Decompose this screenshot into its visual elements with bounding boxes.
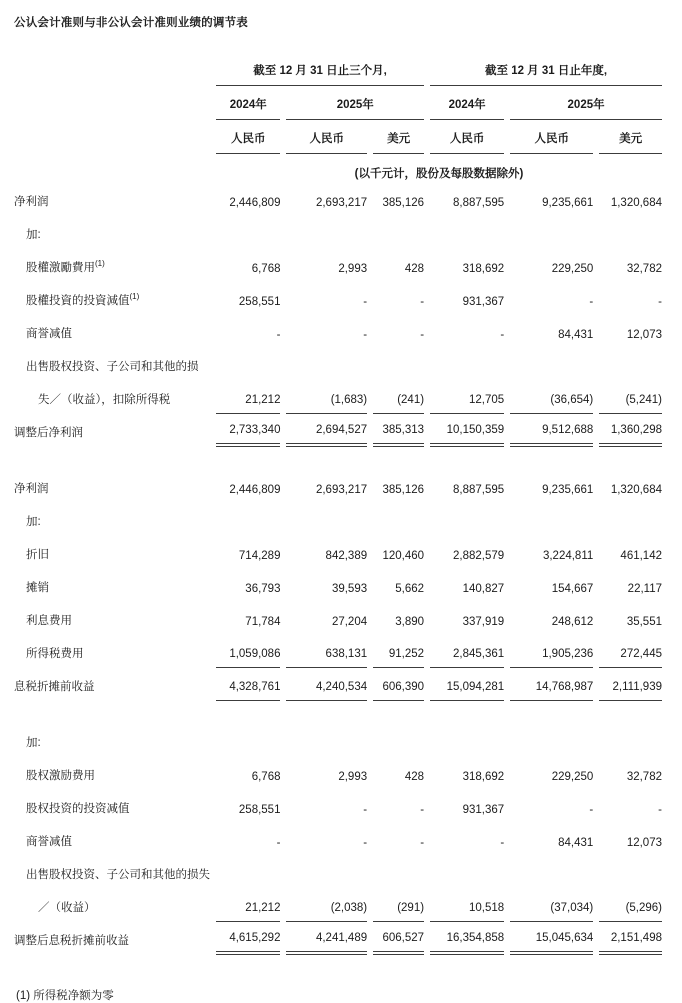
page-title: 公认会计准则与非公认会计准则业绩的调节表 bbox=[14, 17, 248, 29]
table-row bbox=[14, 668, 662, 701]
cell-value: 2,446,809 bbox=[229, 484, 281, 496]
cell-value: - bbox=[276, 837, 281, 849]
cell-value: 84,431 bbox=[558, 837, 594, 849]
table-row bbox=[14, 470, 662, 503]
header-year-2024-y: 2024年 bbox=[430, 86, 504, 120]
cell-value: 14,768,987 bbox=[510, 668, 593, 701]
cell-value: 2,882,579 bbox=[453, 550, 505, 562]
cell-value: 4,615,292 bbox=[216, 922, 280, 955]
row-label: 股权投资的投资减值 bbox=[26, 803, 130, 815]
row-label: 净利润 bbox=[14, 196, 49, 208]
cell-value: 10,518 bbox=[430, 889, 504, 922]
header-year-2024-q: 2024年 bbox=[216, 86, 280, 120]
cell-value: 1,320,684 bbox=[610, 484, 662, 496]
cell-value bbox=[430, 503, 504, 536]
cell-value: 461,142 bbox=[620, 550, 662, 562]
cell-value: - bbox=[500, 837, 505, 849]
cell-value: 9,235,661 bbox=[542, 197, 594, 209]
row-label: 折旧 bbox=[26, 549, 49, 561]
row-label: 调整后净利润 bbox=[14, 427, 83, 439]
section-adjusted-ebitda bbox=[14, 724, 662, 955]
cell-value: 9,235,661 bbox=[542, 484, 594, 496]
cell-value bbox=[430, 216, 504, 249]
cell-value bbox=[510, 348, 593, 381]
cell-value: 2,446,809 bbox=[229, 197, 281, 209]
period-header-row bbox=[14, 56, 662, 86]
cell-value: 32,782 bbox=[626, 263, 662, 275]
header-spacer bbox=[14, 86, 210, 120]
header-year-2025-q: 2025年 bbox=[286, 86, 424, 120]
cell-value bbox=[510, 724, 593, 757]
cell-value: 2,693,217 bbox=[315, 197, 368, 209]
cell-value: 318,692 bbox=[462, 263, 505, 275]
table-row bbox=[14, 889, 662, 922]
table-row bbox=[14, 381, 662, 414]
row-label: 商誉减值 bbox=[26, 328, 72, 340]
header-usd-1: 美元 bbox=[373, 120, 424, 154]
table-row bbox=[14, 249, 662, 282]
cell-value: 385,126 bbox=[382, 197, 425, 209]
footnote-marker: (1) bbox=[95, 259, 105, 269]
cell-value: 2,151,498 bbox=[599, 922, 662, 955]
cell-value: 229,250 bbox=[551, 771, 594, 783]
cell-value: 91,252 bbox=[373, 635, 424, 668]
table-row bbox=[14, 757, 662, 790]
cell-value: 71,784 bbox=[245, 616, 281, 628]
row-label: 股权激励费用 bbox=[26, 770, 95, 782]
cell-value: 32,782 bbox=[626, 771, 662, 783]
section-ebitda bbox=[14, 470, 662, 701]
table-row bbox=[14, 414, 662, 447]
cell-value: - bbox=[363, 837, 368, 849]
table-row bbox=[14, 635, 662, 668]
cell-value: - bbox=[420, 296, 425, 308]
cell-value: - bbox=[276, 329, 281, 341]
header-spacer bbox=[14, 56, 210, 86]
table-row bbox=[14, 922, 662, 955]
cell-value: 606,390 bbox=[373, 668, 424, 701]
cell-value: 2,693,217 bbox=[315, 484, 368, 496]
row-label: 加: bbox=[26, 737, 41, 749]
cell-value: 154,667 bbox=[551, 583, 594, 595]
table-row bbox=[14, 602, 662, 635]
cell-value: (1,683) bbox=[286, 381, 367, 414]
cell-value: 318,692 bbox=[462, 771, 505, 783]
cell-value bbox=[216, 348, 280, 381]
cell-value bbox=[599, 216, 662, 249]
cell-value: 15,094,281 bbox=[430, 668, 504, 701]
row-label: ／（收益） bbox=[38, 902, 96, 914]
cell-value: - bbox=[363, 296, 368, 308]
cell-value bbox=[286, 216, 367, 249]
header-year-2025-y: 2025年 bbox=[510, 86, 662, 120]
cell-value: - bbox=[363, 804, 368, 816]
cell-value: 258,551 bbox=[238, 296, 281, 308]
row-label: 加: bbox=[26, 229, 41, 241]
row-label: 商誉减值 bbox=[26, 836, 72, 848]
cell-value bbox=[599, 856, 662, 889]
cell-value: 4,240,534 bbox=[286, 668, 367, 701]
cell-value: - bbox=[589, 804, 594, 816]
cell-value: 8,887,595 bbox=[453, 197, 505, 209]
cell-value bbox=[510, 856, 593, 889]
table-row bbox=[14, 216, 662, 249]
cell-value bbox=[216, 724, 280, 757]
table-row bbox=[14, 569, 662, 602]
year-header-row bbox=[14, 86, 662, 120]
cell-value: 4,328,761 bbox=[216, 668, 280, 701]
cell-value: 258,551 bbox=[238, 804, 281, 816]
table-row bbox=[14, 282, 662, 315]
cell-value: (241) bbox=[373, 381, 424, 414]
unit-note-row bbox=[14, 154, 662, 183]
cell-value: 120,460 bbox=[382, 550, 425, 562]
cell-value: 12,705 bbox=[430, 381, 504, 414]
table-row bbox=[14, 503, 662, 536]
cell-value: - bbox=[420, 804, 425, 816]
cell-value: 385,126 bbox=[382, 484, 425, 496]
cell-value bbox=[430, 856, 504, 889]
table-row bbox=[14, 183, 662, 216]
cell-value: 35,551 bbox=[626, 616, 662, 628]
cell-value: (36,654) bbox=[510, 381, 593, 414]
cell-value: 12,073 bbox=[626, 837, 662, 849]
cell-value: 385,313 bbox=[373, 414, 424, 447]
row-label: 出售股权投资、子公司和其他的损 bbox=[26, 361, 199, 373]
cell-value: 337,919 bbox=[462, 616, 505, 628]
header-period-year: 截至 12 月 31 日止年度, bbox=[430, 56, 662, 86]
cell-value: 229,250 bbox=[551, 263, 594, 275]
cell-value: - bbox=[658, 804, 662, 816]
cell-value: 2,694,527 bbox=[286, 414, 367, 447]
cell-value: 36,793 bbox=[245, 583, 281, 595]
cell-value: 22,117 bbox=[627, 583, 662, 595]
cell-value bbox=[286, 724, 367, 757]
header-period-quarter: 截至 12 月 31 日止三个月, bbox=[216, 56, 424, 86]
header-spacer bbox=[14, 120, 210, 154]
cell-value: - bbox=[589, 296, 594, 308]
cell-value: - bbox=[363, 329, 368, 341]
cell-value: (291) bbox=[373, 889, 424, 922]
cell-value: (5,296) bbox=[599, 889, 662, 922]
cell-value: 10,150,359 bbox=[430, 414, 504, 447]
row-label: 调整后息税折摊前收益 bbox=[14, 935, 129, 947]
cell-value: 9,512,688 bbox=[510, 414, 593, 447]
table-row bbox=[14, 823, 662, 856]
cell-value: 84,431 bbox=[558, 329, 594, 341]
footnote: (1) 所得税净额为零 bbox=[16, 990, 114, 1002]
cell-value: 6,768 bbox=[251, 263, 281, 275]
row-label: 所得税费用 bbox=[26, 648, 84, 660]
reconciliation-table bbox=[8, 56, 668, 955]
cell-value: 606,527 bbox=[373, 922, 424, 955]
cell-value: 428 bbox=[404, 771, 425, 783]
row-label: 股權激勵費用$^{(1)}$ bbox=[26, 259, 105, 274]
cell-value bbox=[430, 724, 504, 757]
unit-note: (以千元计，股份及每股数据除外) bbox=[354, 168, 524, 180]
table-row bbox=[14, 315, 662, 348]
cell-value: 931,367 bbox=[462, 804, 505, 816]
cell-value: 3,890 bbox=[395, 616, 425, 628]
cell-value: 931,367 bbox=[462, 296, 505, 308]
table-row bbox=[14, 856, 662, 889]
header-cny-2: 人民币 bbox=[286, 120, 367, 154]
section-gap bbox=[14, 701, 662, 724]
cell-value: 1,320,684 bbox=[610, 197, 662, 209]
cell-value: 27,204 bbox=[331, 616, 368, 628]
cell-value: 1,059,086 bbox=[216, 635, 280, 668]
table-header bbox=[14, 56, 662, 183]
cell-value bbox=[286, 503, 367, 536]
cell-value: (2,038) bbox=[286, 889, 367, 922]
table-row bbox=[14, 348, 662, 381]
cell-value: 714,289 bbox=[238, 550, 281, 562]
cell-value bbox=[216, 216, 280, 249]
cell-value: 21,212 bbox=[216, 381, 280, 414]
cell-value: (5,241) bbox=[599, 381, 662, 414]
cell-value: 6,768 bbox=[251, 771, 281, 783]
cell-value: 2,845,361 bbox=[430, 635, 504, 668]
cell-value: 638,131 bbox=[286, 635, 367, 668]
row-label: 股權投資的投資減值$^{(1)}$ bbox=[26, 292, 140, 307]
cell-value: 1,360,298 bbox=[599, 414, 662, 447]
cell-value bbox=[216, 503, 280, 536]
cell-value bbox=[599, 348, 662, 381]
cell-value: 8,887,595 bbox=[453, 484, 505, 496]
cell-value bbox=[216, 856, 280, 889]
cell-value bbox=[373, 216, 424, 249]
cell-value: 2,993 bbox=[338, 263, 368, 275]
cell-value: 16,354,858 bbox=[430, 922, 504, 955]
row-label: 出售股权投资、子公司和其他的损失 bbox=[26, 869, 210, 881]
cell-value bbox=[510, 503, 593, 536]
cell-value bbox=[286, 856, 367, 889]
cell-value: 248,612 bbox=[551, 616, 594, 628]
cell-value bbox=[373, 503, 424, 536]
header-usd-2: 美元 bbox=[599, 120, 662, 154]
cell-value: 272,445 bbox=[599, 635, 662, 668]
cell-value: (37,034) bbox=[510, 889, 593, 922]
cell-value: 21,212 bbox=[216, 889, 280, 922]
header-cny-1: 人民币 bbox=[216, 120, 280, 154]
row-label: 利息费用 bbox=[26, 615, 72, 627]
table-row bbox=[14, 724, 662, 757]
cell-value bbox=[599, 724, 662, 757]
row-label: 净利润 bbox=[14, 483, 49, 495]
cell-value bbox=[599, 503, 662, 536]
footnote-marker: (1) bbox=[129, 292, 140, 302]
cell-value: 428 bbox=[404, 263, 425, 275]
section-gap bbox=[14, 447, 662, 470]
cell-value: 3,224,811 bbox=[542, 550, 594, 562]
cell-value: - bbox=[500, 329, 505, 341]
header-cny-3: 人民币 bbox=[430, 120, 504, 154]
cell-value: 4,241,489 bbox=[286, 922, 367, 955]
table-row bbox=[14, 790, 662, 823]
header-spacer bbox=[14, 154, 210, 183]
section-adjusted-net-income bbox=[14, 183, 662, 447]
row-label: 加: bbox=[26, 516, 41, 528]
cell-value: 39,593 bbox=[331, 583, 368, 595]
cell-value bbox=[510, 216, 593, 249]
table-row bbox=[14, 536, 662, 569]
row-label: 摊销 bbox=[26, 582, 49, 594]
cell-value: - bbox=[658, 296, 662, 308]
currency-header-row bbox=[14, 120, 662, 154]
cell-value: 1,905,236 bbox=[510, 635, 593, 668]
cell-value: 5,662 bbox=[395, 583, 425, 595]
cell-value bbox=[286, 348, 367, 381]
cell-value: - bbox=[420, 837, 425, 849]
cell-value: 842,389 bbox=[325, 550, 368, 562]
row-label: 失／（收益），扣除所得税 bbox=[38, 394, 171, 406]
cell-value: 140,827 bbox=[462, 583, 505, 595]
cell-value: 2,993 bbox=[338, 771, 368, 783]
cell-value: 2,111,939 bbox=[599, 668, 662, 701]
cell-value bbox=[430, 348, 504, 381]
cell-value bbox=[373, 348, 424, 381]
row-label: 息税折摊前收益 bbox=[14, 681, 95, 693]
cell-value: - bbox=[420, 329, 425, 341]
header-cny-4: 人民币 bbox=[510, 120, 593, 154]
cell-value: 2,733,340 bbox=[216, 414, 280, 447]
cell-value bbox=[373, 856, 424, 889]
cell-value: 12,073 bbox=[626, 329, 662, 341]
cell-value bbox=[373, 724, 424, 757]
cell-value: 15,045,634 bbox=[510, 922, 593, 955]
